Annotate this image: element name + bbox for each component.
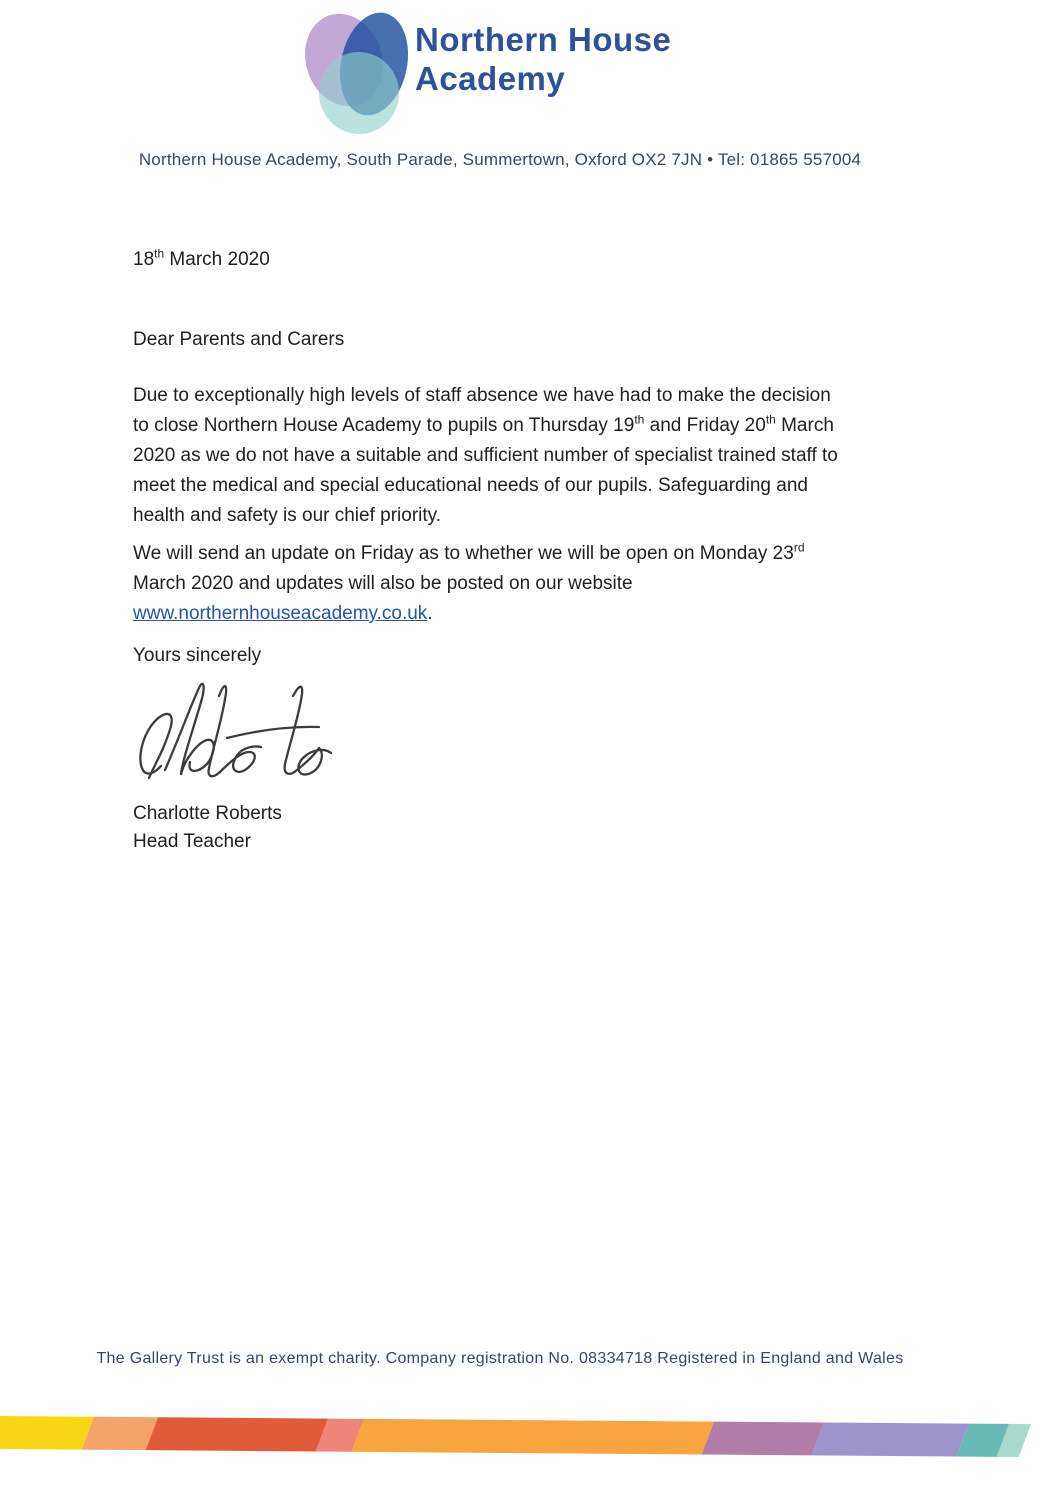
school-address: Northern House Academy, South Parade, Summertown, Oxford OX2 7JN • Tel: 01865 557004 — [138, 150, 862, 169]
paragraph-update-info — [133, 539, 805, 629]
signer-name: Charlotte Roberts — [133, 803, 282, 824]
ribbon-segment-orange — [352, 1419, 714, 1455]
signer-block — [133, 800, 282, 856]
paragraph-update-text: We will send an update on Friday as to whether we will be open on Monday 23rd March 2020 and updates will also be posted on our website — [133, 540, 805, 594]
decorative-colour-ribbon — [0, 1416, 1031, 1457]
school-name-line1: Northern House — [415, 21, 672, 58]
ribbon-segment-lavender — [812, 1422, 969, 1456]
school-logo — [300, 4, 720, 134]
letter-date: 18th March 2020 — [133, 246, 270, 270]
ribbon-segment-red-orange — [146, 1417, 328, 1451]
school-name-line2: Academy — [415, 60, 566, 97]
logo-petals-icon — [300, 4, 416, 136]
handwritten-signature — [127, 670, 367, 810]
paragraph-closure-notice: Due to exceptionally high levels of staff absence we have had to make the decision to close Northern House Academy to pupils on Thursday 19th and Friday 20th March 2020 as we do not have a suitable and sufficient number of specialist trained staff to meet the medical and special educational needs of our pupils. Safeguarding and health and safety is our chief priority. — [133, 385, 838, 526]
website-suffix: . — [427, 603, 433, 624]
ribbon-segment-yellow — [0, 1416, 94, 1450]
ribbon-segment-mauve — [702, 1422, 824, 1456]
charity-registration-text: The Gallery Trust is an exempt charity. Company registration No. 08334718 Registered in England and Wales — [96, 1350, 904, 1367]
website-link[interactable]: www.northernhouseacademy.co.uk — [133, 603, 428, 624]
signer-title: Head Teacher — [133, 831, 251, 852]
school-name — [415, 20, 671, 98]
salutation: Dear Parents and Carers — [133, 329, 345, 350]
closing-phrase: Yours sincerely — [133, 645, 262, 666]
